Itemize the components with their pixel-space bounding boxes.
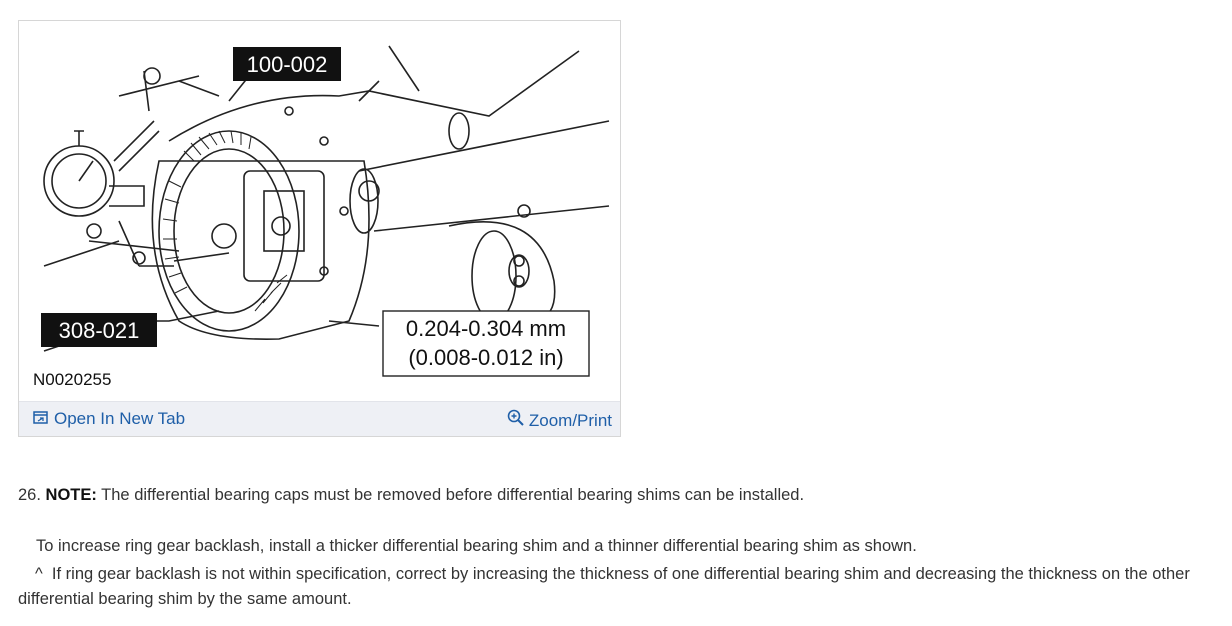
- zoom-print-label: Zoom/Print: [528, 410, 612, 430]
- open-in-new-tab-link[interactable]: [33, 409, 185, 429]
- zoom-magnifier-icon: [507, 409, 525, 432]
- figure-id: N0020255: [33, 370, 112, 389]
- caret-bullet: ^: [35, 565, 43, 583]
- spec-check-paragraph: [18, 562, 1218, 612]
- spec-metric: 0.204-0.304 mm: [405, 316, 567, 341]
- callout-100-002: 100-002: [246, 52, 328, 77]
- differential-diagram: [19, 21, 620, 401]
- figure-footer: [19, 401, 620, 436]
- note-label: NOTE:: [45, 486, 97, 504]
- step-number: 26.: [18, 486, 41, 504]
- open-in-new-tab-icon: [33, 409, 48, 429]
- step-26: [18, 486, 1218, 505]
- zoom-print-link[interactable]: [507, 409, 612, 432]
- note-text: The differential bearing caps must be removed before differential bearing shims can be installed.: [101, 486, 805, 504]
- spec-check-text: If ring gear backlash is not within specification, correct by increasing the thickness of one differential bearing shim and decreasing the thickness on the other differential bearing shim by the same amount.: [18, 565, 1190, 608]
- figure-card: [18, 20, 621, 437]
- callout-308-021: 308-021: [58, 318, 140, 343]
- increase-backlash-paragraph: To increase ring gear backlash, install a thicker differential bearing shim and a thinner differential bearing shim as shown.: [36, 537, 917, 555]
- spec-imperial: (0.008-0.012 in): [408, 345, 564, 370]
- open-in-new-tab-label: Open In New Tab: [54, 409, 186, 428]
